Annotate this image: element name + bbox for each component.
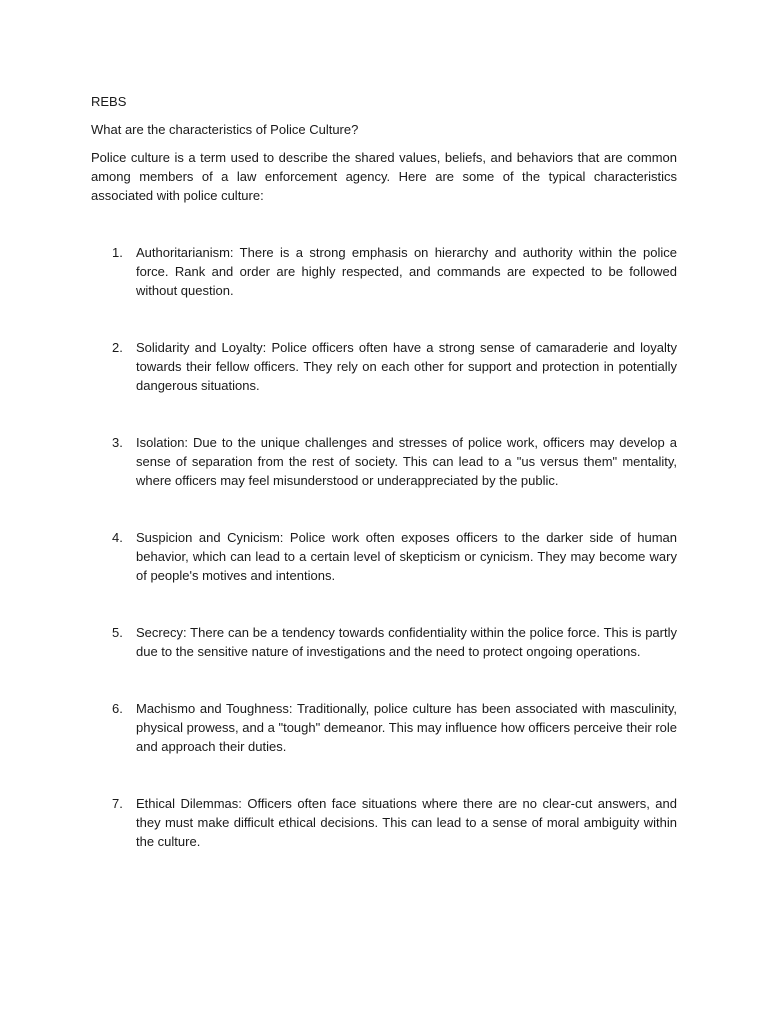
list-item-text: Ethical Dilemmas: Officers often face situations where there are no clear-cut answers, and they must make difficult ethical decisions. This can lead to a sense of moral ambiguity within the culture. <box>136 796 677 849</box>
document-label: REBS <box>91 94 127 109</box>
characteristics-list <box>91 243 677 851</box>
list-item <box>91 623 677 661</box>
list-item <box>91 699 677 756</box>
list-item <box>91 338 677 395</box>
document-body <box>91 92 677 851</box>
list-item <box>91 528 677 585</box>
list-item-text: Secrecy: There can be a tendency towards confidentiality within the police force. This is partly due to the sensitive nature of investigations and the need to protect ongoing operations. <box>136 625 677 659</box>
document-question: What are the characteristics of Police Culture? <box>91 122 359 137</box>
list-item-text: Suspicion and Cynicism: Police work often exposes officers to the darker side of human behavior, which can lead to a certain level of skepticism or cynicism. They may become wary of people's motives and intentions. <box>136 530 677 583</box>
list-item <box>91 243 677 300</box>
list-item-number: 1. <box>112 245 123 260</box>
list-item-number: 2. <box>112 340 123 355</box>
list-item-text: Authoritarianism: There is a strong emphasis on hierarchy and authority within the police force. Rank and order are highly respected, and commands are expected to be followed without question. <box>136 245 677 298</box>
list-item-number: 4. <box>112 530 123 545</box>
list-item-text: Isolation: Due to the unique challenges and stresses of police work, officers may develop a sense of separation from the rest of society. This can lead to a "us versus them" mentality, where officers may feel misunderstood or underappreciated by the public. <box>136 435 677 488</box>
list-item-number: 7. <box>112 796 123 811</box>
list-item <box>91 794 677 851</box>
list-item-number: 6. <box>112 701 123 716</box>
list-item-number: 3. <box>112 435 123 450</box>
list-item-text: Machismo and Toughness: Traditionally, police culture has been associated with masculinity, physical prowess, and a "tough" demeanor. This may influence how officers perceive their role and approach their duties. <box>136 701 677 754</box>
list-item-text: Solidarity and Loyalty: Police officers often have a strong sense of camaraderie and loyalty towards their fellow officers. They rely on each other for support and protection in potentially dangerous situations. <box>136 340 677 393</box>
intro-paragraph: Police culture is a term used to describe the shared values, beliefs, and behaviors that are common among members of a law enforcement agency. Here are some of the typical characteristics associated with police culture: <box>91 150 677 203</box>
list-item <box>91 433 677 490</box>
list-item-number: 5. <box>112 625 123 640</box>
